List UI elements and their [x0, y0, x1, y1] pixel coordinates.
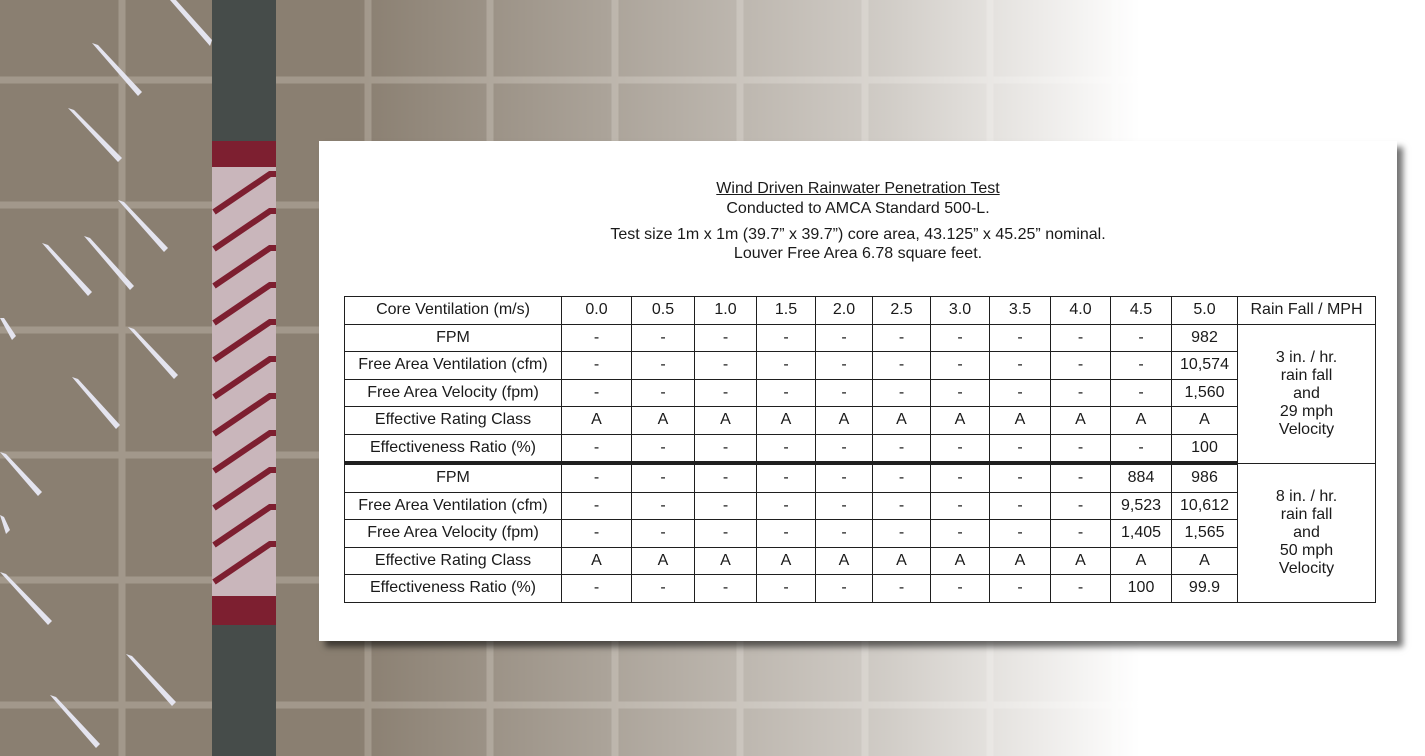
header-cell: 0.5 [632, 297, 695, 325]
row-label: Free Area Velocity (fpm) [345, 520, 562, 548]
table-cell: - [931, 434, 990, 463]
table-cell: 1,565 [1172, 520, 1238, 548]
table-cell: 10,574 [1172, 352, 1238, 380]
row-label: Free Area Ventilation (cfm) [345, 492, 562, 520]
table-row [345, 547, 1376, 575]
table-cell: - [816, 379, 873, 407]
table-row [345, 492, 1376, 520]
table-cell: - [990, 463, 1051, 492]
rain-line: and [1293, 384, 1320, 402]
rain-condition-cell [1238, 324, 1376, 463]
table-cell: - [695, 575, 757, 603]
table-cell: - [990, 434, 1051, 463]
table-cell: 1,560 [1172, 379, 1238, 407]
table-cell: - [873, 463, 931, 492]
header-cell: Core Ventilation (m/s) [345, 297, 562, 325]
table-cell: A [1172, 407, 1238, 435]
table-cell: - [990, 379, 1051, 407]
table-cell: - [990, 520, 1051, 548]
standard-subtitle: Conducted to AMCA Standard 500-L. [726, 200, 990, 217]
table-cell: - [632, 324, 695, 352]
results-table [344, 296, 1376, 603]
rain-line: and [1293, 523, 1320, 541]
table-cell: - [1111, 379, 1172, 407]
table-cell: - [632, 575, 695, 603]
table-cell: - [816, 492, 873, 520]
table-cell: A [757, 407, 816, 435]
table-cell: A [632, 407, 695, 435]
table-cell: - [562, 492, 632, 520]
header-row [345, 297, 1376, 325]
table-cell: A [1172, 547, 1238, 575]
table-cell: - [757, 434, 816, 463]
row-label: Effective Rating Class [345, 547, 562, 575]
table-cell: A [1051, 407, 1111, 435]
table-cell: 100 [1111, 575, 1172, 603]
table-cell: - [562, 434, 632, 463]
table-cell: A [931, 547, 990, 575]
header-cell: 5.0 [1172, 297, 1238, 325]
table-cell: - [757, 324, 816, 352]
table-cell: - [632, 520, 695, 548]
table-cell: - [1051, 520, 1111, 548]
table-cell: - [757, 463, 816, 492]
table-cell: - [562, 520, 632, 548]
table-cell: - [990, 492, 1051, 520]
table-cell: - [632, 463, 695, 492]
rain-line: Velocity [1278, 559, 1335, 577]
table-cell: - [632, 492, 695, 520]
table-row [345, 352, 1376, 380]
test-title: Wind Driven Rainwater Penetration Test [716, 180, 1000, 197]
table-cell: - [1051, 434, 1111, 463]
table-cell: - [816, 352, 873, 380]
table-cell: - [873, 575, 931, 603]
table-cell: 10,612 [1172, 492, 1238, 520]
table-cell: - [757, 492, 816, 520]
table-cell: - [816, 434, 873, 463]
table-cell: - [562, 352, 632, 380]
table-cell: A [1051, 547, 1111, 575]
table-row [345, 463, 1376, 492]
rain-line: 29 mph [1279, 402, 1334, 420]
table-cell: - [816, 520, 873, 548]
rain-line: Velocity [1278, 420, 1335, 438]
table-cell: A [873, 407, 931, 435]
row-label: FPM [345, 324, 562, 352]
table-cell: - [1051, 379, 1111, 407]
table-row [345, 434, 1376, 463]
table-cell: A [873, 547, 931, 575]
rain-line: rain fall [1280, 505, 1333, 523]
header-cell: 1.0 [695, 297, 757, 325]
row-label: FPM [345, 463, 562, 492]
table-cell: - [562, 575, 632, 603]
table-cell: 99.9 [1172, 575, 1238, 603]
table-cell: A [562, 407, 632, 435]
rain-line: 3 in. / hr. [1275, 348, 1338, 366]
table-cell: - [931, 352, 990, 380]
table-cell: - [873, 324, 931, 352]
header-cell: 2.5 [873, 297, 931, 325]
row-label: Free Area Ventilation (cfm) [345, 352, 562, 380]
table-cell: - [990, 575, 1051, 603]
table-cell: - [931, 463, 990, 492]
table-row [345, 575, 1376, 603]
table-cell: - [695, 379, 757, 407]
table-cell: 1,405 [1111, 520, 1172, 548]
table-cell: 100 [1172, 434, 1238, 463]
table-cell: - [1051, 324, 1111, 352]
table-row [345, 324, 1376, 352]
table-cell: - [695, 434, 757, 463]
table-cell: 982 [1172, 324, 1238, 352]
table-cell: - [562, 463, 632, 492]
header-cell: 3.0 [931, 297, 990, 325]
table-cell: - [632, 434, 695, 463]
table-cell: - [695, 492, 757, 520]
rain-line: 50 mph [1279, 541, 1334, 559]
table-cell: - [562, 379, 632, 407]
rain-condition-cell [1238, 463, 1376, 602]
table-cell: - [816, 463, 873, 492]
table-cell: - [757, 352, 816, 380]
table-cell: - [695, 352, 757, 380]
table-cell: - [816, 575, 873, 603]
table-cell: - [931, 492, 990, 520]
table-cell: 9,523 [1111, 492, 1172, 520]
table-cell: A [1111, 407, 1172, 435]
header-cell: 1.5 [757, 297, 816, 325]
row-label: Effectiveness Ratio (%) [345, 575, 562, 603]
table-cell: 884 [1111, 463, 1172, 492]
results-card [319, 141, 1397, 641]
table-cell: - [632, 379, 695, 407]
table-cell: - [873, 434, 931, 463]
table-cell: - [1051, 575, 1111, 603]
table-cell: - [931, 324, 990, 352]
table-cell: - [873, 520, 931, 548]
header-cell: 2.0 [816, 297, 873, 325]
table-cell: - [1111, 324, 1172, 352]
table-cell: - [757, 575, 816, 603]
table-cell: - [562, 324, 632, 352]
table-cell: - [632, 352, 695, 380]
rain-line: rain fall [1280, 366, 1333, 384]
table-cell: A [816, 547, 873, 575]
free-area-note: Louver Free Area 6.78 square feet. [733, 245, 983, 262]
test-size-note: Test size 1m x 1m (39.7” x 39.7”) core area, 43.125” x 45.25” nominal. [610, 226, 1106, 243]
table-cell: - [931, 575, 990, 603]
table-cell: - [757, 379, 816, 407]
table-cell: - [695, 324, 757, 352]
header-cell: 0.0 [562, 297, 632, 325]
row-label: Effective Rating Class [345, 407, 562, 435]
table-cell: A [990, 407, 1051, 435]
table-cell: - [873, 492, 931, 520]
table-cell: - [931, 379, 990, 407]
table-cell: A [990, 547, 1051, 575]
table-cell: - [931, 520, 990, 548]
table-row [345, 379, 1376, 407]
rain-line: 8 in. / hr. [1275, 487, 1338, 505]
header-cell: 4.0 [1051, 297, 1111, 325]
table-cell: - [695, 463, 757, 492]
table-cell: A [931, 407, 990, 435]
table-cell: 986 [1172, 463, 1238, 492]
table-cell: A [632, 547, 695, 575]
table-cell: - [816, 324, 873, 352]
table-cell: - [757, 520, 816, 548]
table-row [345, 407, 1376, 435]
table-cell: A [816, 407, 873, 435]
table-cell: - [1051, 352, 1111, 380]
header-cell: Rain Fall / MPH [1238, 297, 1376, 325]
table-cell: - [990, 324, 1051, 352]
table-cell: A [757, 547, 816, 575]
table-cell: A [1111, 547, 1172, 575]
header-cell: 4.5 [1111, 297, 1172, 325]
table-cell: - [1051, 463, 1111, 492]
table-cell: - [1111, 352, 1172, 380]
table-cell: A [695, 547, 757, 575]
table-cell: - [873, 352, 931, 380]
table-cell: - [695, 520, 757, 548]
table-cell: A [562, 547, 632, 575]
table-cell: A [695, 407, 757, 435]
table-cell: - [1111, 434, 1172, 463]
table-cell: - [873, 379, 931, 407]
table-cell: - [1051, 492, 1111, 520]
table-cell: - [990, 352, 1051, 380]
header-cell: 3.5 [990, 297, 1051, 325]
table-row [345, 520, 1376, 548]
row-label: Effectiveness Ratio (%) [345, 434, 562, 463]
row-label: Free Area Velocity (fpm) [345, 379, 562, 407]
